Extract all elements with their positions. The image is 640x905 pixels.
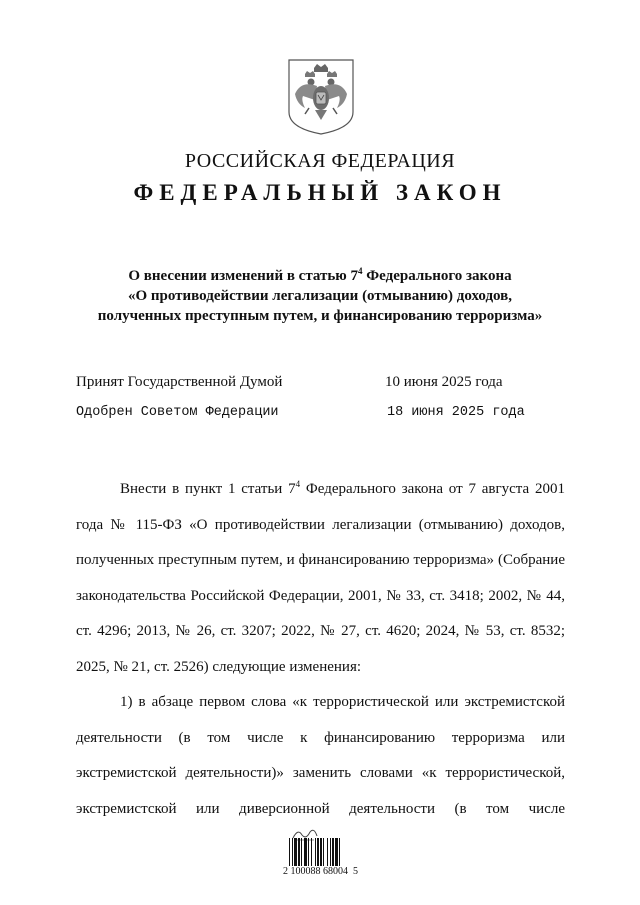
- body-paragraph-1: Внести в пункт 1 статьи $7^4$ Федерального закона от 7 августа 2001 года № 115-ФЗ «О противодействии легализации (отмыванию) доходов, полученных преступным путем, и финансированию терроризма» (Собрание законодательства Российской Федерации, 2001, № 33, ст. 3418; 2002, № 44, ст. 4296; 2013, № 26, ст. 3207; 2022, № 27, ст. 4620; 2024, № 53, ст. 8532; 2025, № 21, ст. 2526) следующие изменения:: [76, 479, 565, 675]
- law-title-line-2: «О противодействии легализации (отмыванию) доходов,: [127, 288, 513, 304]
- body-paragraph-2: 1) в абзаце первом слова «к террористической или экстремистской деятельности (в том числе к финансированию терроризма или экстремистской деятельности)» заменить словами «к террористической, экстремистской или диверсионной деятельности (в том числе: [76, 694, 565, 817]
- document-type-heading: ФЕДЕРАЛЬНЫЙ ЗАКОН: [133, 180, 507, 205]
- council-approval-label: Одобрен Советом Федерации: [76, 405, 279, 420]
- barcode-number: 2 100088 68004 5: [283, 866, 358, 877]
- duma-adoption-label: Принят Государственной Думой: [76, 374, 283, 390]
- law-title: [60, 266, 580, 326]
- council-approval-date: 18 июня 2025 года: [387, 405, 525, 420]
- duma-adoption-line: [76, 374, 536, 391]
- law-body: [76, 472, 565, 827]
- law-title-line-1: О внесении изменений в статью $7^4$ Федерального закона: [128, 266, 512, 284]
- duma-adoption-date: 10 июня 2025 года: [385, 374, 503, 390]
- coat-of-arms-emblem-icon: [287, 58, 355, 136]
- barcode-icon: [288, 838, 364, 866]
- country-heading: РОССИЙСКАЯ ФЕДЕРАЦИЯ: [184, 150, 456, 172]
- law-title-line-3: полученных преступным путем, и финансированию терроризма»: [97, 308, 543, 324]
- council-approval-line: [76, 405, 536, 420]
